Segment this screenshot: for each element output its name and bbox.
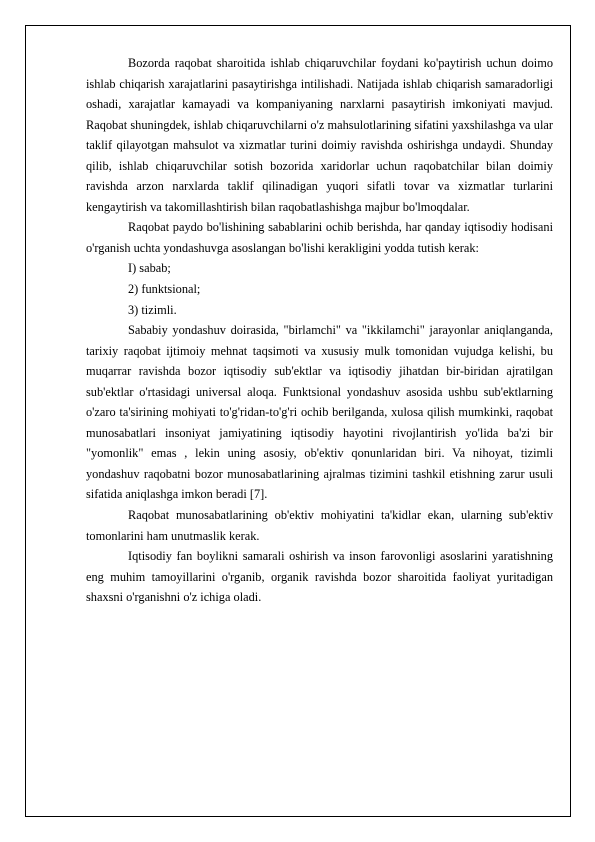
list-item-functional: 2) funktsional; <box>128 282 201 297</box>
list-item-causal: I) sabab; <box>128 261 171 276</box>
paragraph-approaches-intro: Raqobat paydo bo'lishining sabablarini ochib berishda, har qanday iqtisodiy hodisani o'rganish uchta yondashuvga asoslangan bo'lishi kerakligini yodda tutish kerak: <box>86 220 553 255</box>
document-body <box>86 53 553 608</box>
paragraph-causal-approach: Sababiy yondashuv doirasida, "birlamchi" va "ikkilamchi" jarayonlar aniqlanganda, tarixiy raqobat ijtimoiy mehnat taqsimoti va xususiy mulk tomonidan vujudga kelishi, bu muqarrar ravishda bozor iqtisodiy sub'ektlar va iqtisodiy jihatdan bir-biridan ajratilgan sub'ektlar o'rtasidagi universal aloqa. Funktsional yondashuv asosida ushbu sub'ektlarning o'zaro ta'sirining mohiyati to'g'ridan-to'g'ri ochib berilganda, xulosa qilish mumkinki, raqobat munosabatlari insoniyat jamiyatining iqtisodiy hayotini rivojlantirish yo'lida ba'zi bir "yomonlik" emas , lekin uning asosiy, ob'ektiv qonunlaridan biri. Va nihoyat, tizimli yondashuv raqobatni bozor munosabatlarining ajralmas tizimini tashkil etishning zarur usuli sifatida aniqlashga imkon beradi [7]. <box>86 323 553 502</box>
paragraph-subjective-sides: Raqobat munosabatlarining ob'ektiv mohiyatini ta'kidlar ekan, ularning sub'ektiv tomonlarini ham unutmaslik kerak. <box>86 508 553 543</box>
paragraph-competition-intro: Bozorda raqobat sharoitida ishlab chiqaruvchilar foydani ko'paytirish uchun doimo ishlab chiqarish xarajatlarini pasaytirishga intilishadi. Natijada ishlab chiqarish samaradorligi oshadi, xarajatlar kamayadi va kompaniyaning narxlarni pasaytirish imkoniyati mavjud. Raqobat shuningdek, ishlab chiqaruvchilarni o'z mahsulotlarining sifatini yaxshilashga va ular taklif qilayotgan mahsulot va xizmatlar turini doimiy ravishda oshirishga undaydi. Shunday qilib, ishlab chiqaruvchilar sotish bozorida xaridorlar uchun raqobatchilar bilan doimiy ravishda arzon narxlarda taklif qilinadigan yuqori sifatli tovar va xizmatlar turlarini kengaytirish va takomillashtirish bilan raqobatlashishga majbur bo'lmoqdalar. <box>86 56 553 214</box>
paragraph-economic-science: Iqtisodiy fan boylikni samarali oshirish va inson farovonligi asoslarini yaratishning eng muhim tamoyillarini o'rganib, organik ravishda bozor sharoitida faoliyat yuritadigan shaxsni o'rganishni o'z ichiga oladi. <box>86 549 553 605</box>
list-item-systemic: 3) tizimli. <box>128 302 177 317</box>
